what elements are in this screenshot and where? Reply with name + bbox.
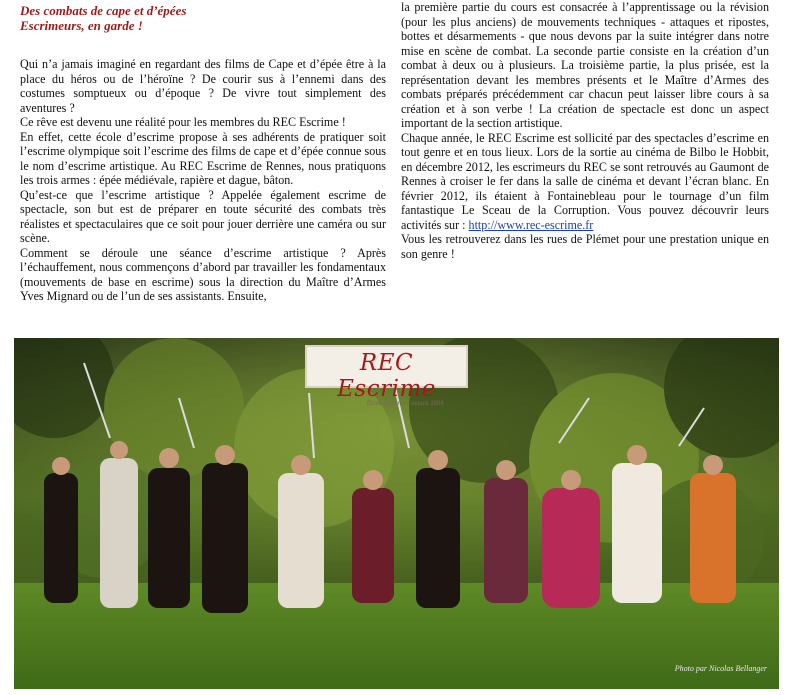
- article-title: [20, 3, 386, 33]
- paragraph-artistic: Qu’est-ce que l’escrime artistique ? Appelée également escrime de spectacle, son but est de préparer en toute sécurité des combats très réalistes et spectaculaires que ce soit pour jouer derrière une caméra ou sur scène.: [20, 187, 386, 245]
- logo-subtitle: École d’escrime depuis 1906: [367, 401, 444, 407]
- paragraph-session: Comment se déroule une séance d’escrime artistique ? Après l’échauffement, nous commençons d’abord par travailler les fondamentaux (mouvements de base en escrime) sous la direction du Maître d’Armes Yves Mignard ou de l’un de ses assistants. Ensuite,: [20, 245, 386, 303]
- paragraph-intro: Qui n’a jamais imaginé en regardant des films de Cape et d’épée être à la place du héros ou de l’héroïne ? De courir sus à l’ennemi dans des costumes somptueux ou d’époque ? De vivre tout simplement des aventures ?: [20, 57, 386, 115]
- logo-title: REC Escrime: [337, 350, 436, 402]
- left-column: [20, 0, 386, 304]
- right-column: [401, 0, 769, 261]
- website-link[interactable]: http://www.rec-escrime.fr: [468, 217, 594, 232]
- rec-escrime-logo: [305, 345, 468, 407]
- title-line-2: Escrimeurs, en garde !: [20, 18, 143, 33]
- events-text: Chaque année, le REC Escrime est sollicité par des spectacles d’escrime en tout genre et en tous lieux. Lors de la sortie au cinéma de Bilbo le Hobbit, en décembre 2012, les escrimeurs du REC se sont retrouvés au Gaumont de Rennes à croiser le fer dans la salle de cinéma et devant l’écran blanc. En février 2012, ils étaient à Fontainebleau pour le tournage d’un film fantastique Le Sceau de la Corruption. Vous pouvez découvrir leurs activités sur :: [401, 130, 769, 232]
- paragraph-course: la première partie du cours est consacrée à l’apprentissage ou la révision (pour les plus anciens) de mouvements techniques - attaques et ripostes, bottes et désarmements - que nous devons par la suite intégrer dans notre mise en scène de combat. La seconde partie consiste en la création d’un combat à deux ou à plusieurs. La troisième partie, la plus prisée, est la représentation devant les membres présents et le Maître d’Armes des combats préparés précédemment car chacun peut laisser libre cours à sa création et à son verbe ! La création de spectacle est donc un aspect important de la section artistique.: [401, 0, 769, 130]
- photo-credit: Photo par Nicolas Bellanger: [674, 664, 767, 673]
- paragraph-dream: Ce rêve est devenu une réalité pour les membres du REC Escrime !: [20, 115, 346, 129]
- paragraph-plemet: Vous les retrouverez dans les rues de Plémet pour une prestation unique en son genre !: [401, 232, 769, 261]
- title-line-1: Des combats de cape et d’épées: [20, 3, 187, 18]
- paragraph-events: [401, 131, 769, 233]
- group-photo: [14, 338, 779, 689]
- paragraph-school: En effet, cette école d’escrime propose à ses adhérents de pratiquer soit l’escrime olympique soit l’escrime des films de cape et d’épée connue sous le nom d’escrime artistique. Au REC Escrime de Rennes, nous pratiquons les trois armes : épée médiévale, rapière et dague, bâton.: [20, 129, 386, 187]
